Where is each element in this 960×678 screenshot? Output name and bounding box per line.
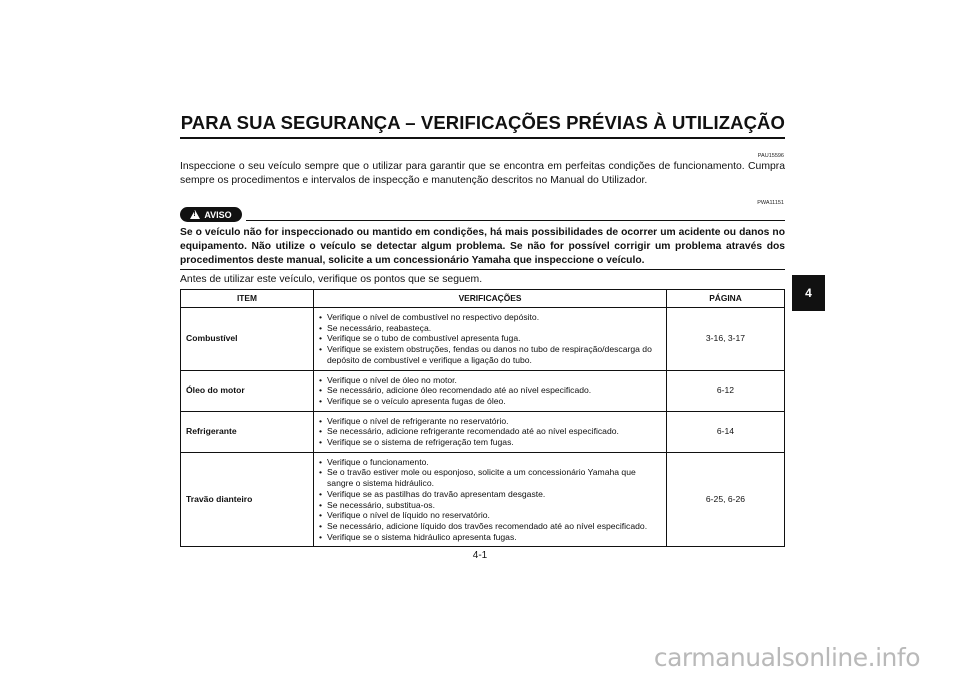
chapter-tab: 4: [792, 275, 825, 311]
check-item: • Se necessário, adicione óleo recomendado até ao nível especificado.: [319, 385, 661, 396]
row-checks: [314, 411, 667, 452]
header-checks: VERIFICAÇÕES: [314, 290, 667, 308]
table-header-row: [181, 290, 785, 308]
row-checks: [314, 370, 667, 411]
checks-list: [319, 416, 661, 448]
check-item: • Verifique se o sistema hidráulico apresenta fugas.: [319, 532, 661, 543]
warning-bottom-divider: [180, 269, 785, 270]
check-item: • Verifique se o sistema de refrigeração tem fugas.: [319, 437, 661, 448]
check-item: • Verifique se existem obstruções, fendas ou danos no tubo de respiração/descarga do depósito de combustível e verifique a ligação do tubo.: [319, 344, 661, 365]
check-item: • Verifique se o tubo de combustível apresenta fuga.: [319, 333, 661, 344]
page-number: 4-1: [472, 550, 488, 561]
check-item: • Se necessário, adicione refrigerante recomendado até ao nível especificado.: [319, 426, 661, 437]
row-item: Travão dianteiro: [181, 452, 314, 547]
table-row: [181, 308, 785, 371]
check-item: • Verifique se o veículo apresenta fugas de óleo.: [319, 396, 661, 407]
check-item: • Verifique o funcionamento.: [319, 457, 661, 468]
warning-code: PWA11151: [757, 200, 784, 206]
check-item: • Se necessário, reabasteça.: [319, 323, 661, 334]
warning-top-divider: [246, 220, 785, 221]
header-item: ITEM: [181, 290, 314, 308]
before-use-text: Antes de utilizar este veículo, verifique os pontos que se seguem.: [180, 274, 483, 285]
row-page: 3-16, 3-17: [667, 308, 785, 371]
check-item: • Verifique o nível de líquido no reservatório.: [319, 510, 661, 521]
table-row: [181, 370, 785, 411]
check-item: • Verifique o nível de combustível no respectivo depósito.: [319, 312, 661, 323]
intro-paragraph: Inspeccione o seu veículo sempre que o utilizar para garantir que se encontra em perfeitas condições de funcionamento. Cumpra sempre os procedimentos e intervalos de inspecção e manutenção descritos no Manual do Utilizador.: [180, 161, 785, 186]
row-checks: [314, 452, 667, 547]
page-title: PARA SUA SEGURANÇA – VERIFICAÇÕES PRÉVIAS À UTILIZAÇÃO: [180, 112, 785, 133]
check-item: • Verifique o nível de óleo no motor.: [319, 375, 661, 386]
title-divider: [180, 137, 785, 139]
check-item: • Verifique o nível de refrigerante no reservatório.: [319, 416, 661, 427]
row-page: 6-25, 6-26: [667, 452, 785, 547]
warning-triangle-icon: !: [190, 210, 200, 219]
check-item: • Se necessário, substitua-os.: [319, 500, 661, 511]
check-item: • Verifique se as pastilhas do travão apresentam desgaste.: [319, 489, 661, 500]
table-row: [181, 452, 785, 547]
checks-table: [180, 289, 785, 547]
section-code: PAU15596: [757, 153, 784, 159]
watermark: carmanualsonline.info: [653, 643, 920, 672]
check-item: • Se o travão estiver mole ou esponjoso, solicite a um concessionário Yamaha que sangre o sistema hidráulico.: [319, 467, 661, 488]
checks-list: [319, 375, 661, 407]
row-item: Óleo do motor: [181, 370, 314, 411]
row-item: Combustível: [181, 308, 314, 371]
warning-badge: [180, 207, 242, 222]
check-item: • Se necessário, adicione líquido dos travões recomendado até ao nível especificado.: [319, 521, 661, 532]
header-page: PÁGINA: [667, 290, 785, 308]
table-row: [181, 411, 785, 452]
row-page: 6-14: [667, 411, 785, 452]
table-body: [181, 308, 785, 547]
warning-label: AVISO: [204, 209, 232, 220]
row-page: 6-12: [667, 370, 785, 411]
checks-list: [319, 312, 661, 366]
warning-text: Se o veículo não for inspeccionado ou mantido em condições, há mais possibilidades de ocorrer um acidente ou danos no equipamento. Não utilize o veículo se detectar algum problema. Se não for possível corrigir um problema através dos procedimentos deste manual, solicite a um concessionário Yamaha que inspeccione o veículo.: [180, 227, 785, 266]
row-item: Refrigerante: [181, 411, 314, 452]
checks-list: [319, 457, 661, 543]
row-checks: [314, 308, 667, 371]
